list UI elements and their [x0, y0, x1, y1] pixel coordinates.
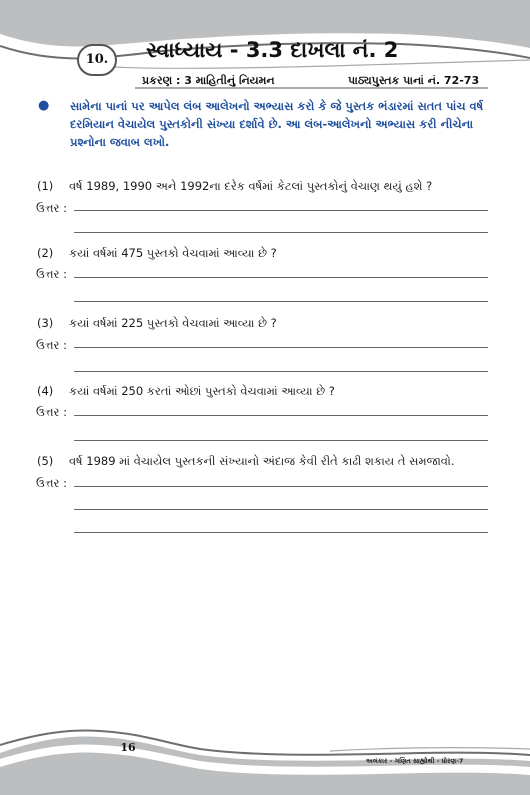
answer-line[interactable] [74, 509, 488, 510]
answer-label-2: ઉત્તર : [36, 267, 67, 281]
answer-line[interactable] [74, 301, 488, 302]
question-text: કયાં વર્ષમાં 475 પુસ્તકો વેચવામાં આવ્યા છે ? [69, 246, 277, 260]
answer-label-5: ઉત્તર : [36, 476, 67, 490]
instruction-text: સામેના પાનાં પર આપેલ લંબ આલેખનો અભ્યાસ કરો કે જે પુસ્તક ભંડારમાં સતત પાંચ વર્ષ દરમિયાન વેચાયેલ પુસ્તકોની સંખ્યા દર્શાવે છે. આ લંબ-આલેખનો અભ્યાસ કરી નીચેના પ્રશ્નોના જવાબ લખો. [70, 99, 484, 149]
question-number: (3) [37, 316, 54, 330]
instruction-block [38, 97, 488, 151]
question-5 [37, 454, 455, 469]
page-number: 16 [120, 741, 136, 754]
book-info: અલંકાર - ગણિત સાહ્યોથી - ધોરણ-7 [366, 757, 464, 765]
answer-line[interactable] [74, 210, 488, 211]
question-3 [37, 316, 277, 331]
question-text: કયાં વર્ષમાં 225 પુસ્તકો વેચવામાં આવ્યા છે ? [69, 316, 277, 330]
page-title: સ્વાધ્યાય - 3.3 દાખલા નં. 2 [146, 38, 399, 62]
textbook-page-reference: પાઠ્યપુસ્તક પાનાં નં. 72-73 [348, 74, 480, 87]
answer-line[interactable] [74, 486, 488, 487]
question-text: વર્ષ 1989, 1990 અને 1992ના દરેક વર્ષમાં કેટલાં પુસ્તકોનું વેચાણ થયું હશે ? [69, 179, 433, 193]
answer-line[interactable] [74, 415, 488, 416]
bullet-icon: ● [38, 98, 50, 113]
answer-line[interactable] [74, 347, 488, 348]
question-number: (2) [37, 246, 54, 260]
chapter-number-badge: 10. [77, 44, 117, 76]
question-number: (4) [37, 384, 54, 398]
question-text: કયાં વર્ષમાં 250 કરતાં ઓછાં પુસ્તકો વેચવામાં આવ્યા છે ? [69, 384, 335, 398]
question-number: (5) [37, 454, 54, 468]
answer-line[interactable] [74, 440, 488, 441]
answer-label-1: ઉત્તર : [36, 201, 67, 215]
chapter-info: પ્રકરણ : 3 માહિતીનું નિયમન [142, 74, 275, 87]
answer-line[interactable] [74, 232, 488, 233]
question-4 [37, 384, 335, 399]
question-1 [37, 179, 432, 194]
question-number: (1) [37, 179, 54, 193]
answer-label-3: ઉત્તર : [36, 338, 67, 352]
question-2 [37, 246, 277, 261]
answer-line[interactable] [74, 532, 488, 533]
answer-line[interactable] [74, 277, 488, 278]
question-text: વર્ષ 1989 માં વેચાયેલ પુસ્તકની સંખ્યાનો અંદાજ કેવી રીતે કાઢી શકાય તે સમજાવો. [69, 454, 455, 468]
answer-line[interactable] [74, 371, 488, 372]
answer-label-4: ઉત્તર : [36, 405, 67, 419]
